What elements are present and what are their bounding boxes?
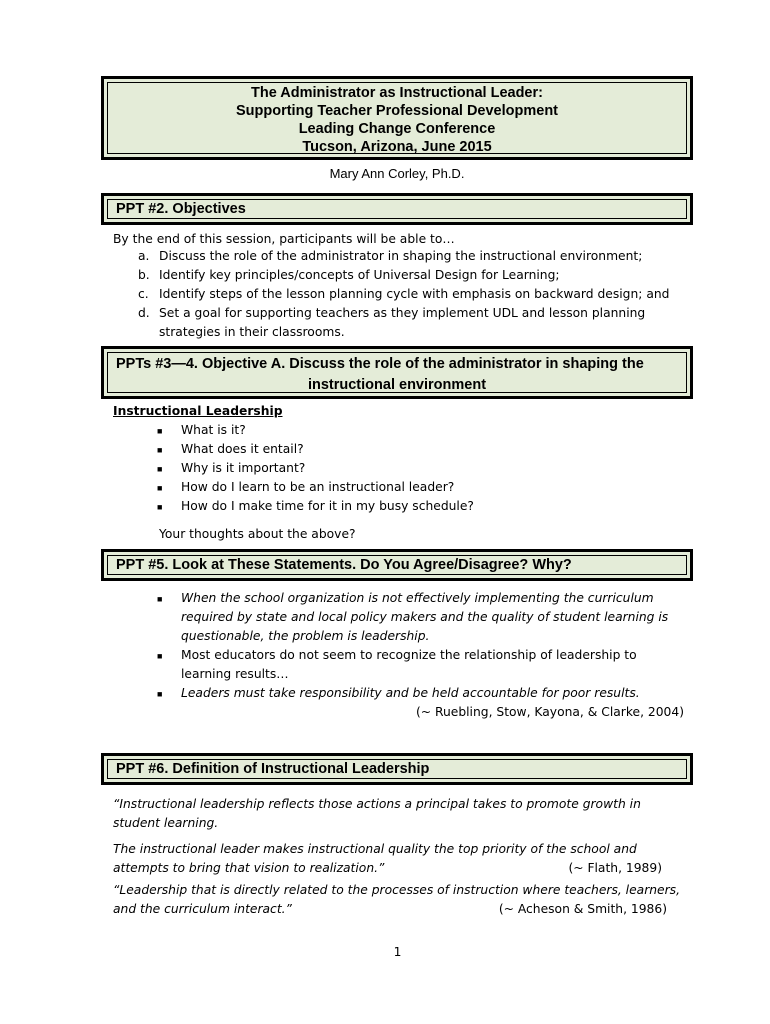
bullet-icon: ■	[157, 689, 163, 699]
title-box	[101, 76, 693, 160]
bullet-icon: ■	[157, 483, 163, 493]
closing-question: Your thoughts about the above?	[159, 527, 356, 541]
title-line-4: Tucson, Arizona, June 2015	[302, 139, 492, 155]
section-heading-definition: PPT #6. Definition of Instructional Leadership	[101, 753, 693, 785]
statement-line: Leaders must take responsibility and be held accountable for poor results.	[181, 686, 640, 700]
objectives-intro: By the end of this session, participants will be able to…	[113, 232, 455, 246]
bullet-item: What does it entail?	[181, 442, 304, 456]
list-item: Identify key principles/concepts of Universal Design for Learning;	[159, 268, 560, 282]
bullet-item: Why is it important?	[181, 461, 306, 475]
bullet-icon: ■	[157, 445, 163, 455]
bullet-item: How do I make time for it in my busy schedule?	[181, 499, 474, 513]
bullet-icon: ■	[157, 464, 163, 474]
statement-line: required by state and local policy makers and the quality of student learning is	[181, 610, 669, 624]
citation: (~ Acheson & Smith, 1986)	[498, 902, 667, 916]
list-item-continuation: strategies in their classrooms.	[159, 325, 345, 339]
statement-line: questionable, the problem is leadership.	[181, 629, 430, 643]
quote-line: attempts to bring that vision to realization.”	[113, 861, 385, 875]
bullet-icon: ■	[157, 502, 163, 512]
list-marker: d.	[138, 306, 150, 320]
bullet-icon: ■	[157, 651, 163, 661]
bullet-icon: ■	[157, 426, 163, 436]
title-line-2: Supporting Teacher Professional Development	[235, 103, 559, 119]
list-item: Identify steps of the lesson planning cycle with emphasis on backward design; and	[159, 287, 670, 301]
statement-line: Most educators do not seem to recognize the relationship of leadership to	[181, 648, 637, 662]
statement-line: When the school organization is not effectively implementing the curriculum	[181, 591, 654, 605]
list-item: Discuss the role of the administrator in shaping the instructional environment;	[159, 249, 643, 263]
list-marker: c.	[138, 287, 149, 301]
quote-line: “Leadership that is directly related to the processes of instruction where teachers, learners,	[113, 883, 680, 897]
section-heading-objective-a	[101, 346, 693, 399]
subheading: Instructional Leadership	[113, 404, 283, 418]
statement-line: learning results…	[181, 667, 289, 681]
heading-line-2: instructional environment	[307, 377, 487, 393]
citation: (~ Flath, 1989)	[568, 861, 662, 875]
quote-line: and the curriculum interact.”	[113, 902, 292, 916]
title-line-1: The Administrator as Instructional Leader:	[251, 85, 543, 101]
section-heading-statements: PPT #5. Look at These Statements. Do You Agree/Disagree? Why?	[101, 549, 693, 581]
quote-line: student learning.	[113, 816, 219, 830]
heading-line-1: PPTs #3—4. Objective A. Discuss the role of the administrator in shaping the	[116, 356, 644, 372]
list-marker: b.	[138, 268, 150, 282]
author: Mary Ann Corley, Ph.D.	[329, 166, 465, 181]
section-heading-objectives: PPT #2. Objectives	[101, 193, 693, 225]
title-line-3: Leading Change Conference	[298, 121, 496, 137]
list-marker: a.	[138, 249, 150, 263]
page-number: 1	[393, 945, 402, 959]
quote-line: “Instructional leadership reflects those actions a principal takes to promote growth in	[113, 797, 641, 811]
quote-line: The instructional leader makes instructional quality the top priority of the school and	[113, 842, 637, 856]
list-item: Set a goal for supporting teachers as they implement UDL and lesson planning	[159, 306, 646, 320]
bullet-item: How do I learn to be an instructional leader?	[181, 480, 455, 494]
bullet-item: What is it?	[181, 423, 246, 437]
bullet-icon: ■	[157, 594, 163, 604]
citation: (~ Ruebling, Stow, Kayona, & Clarke, 2004)	[415, 705, 684, 719]
